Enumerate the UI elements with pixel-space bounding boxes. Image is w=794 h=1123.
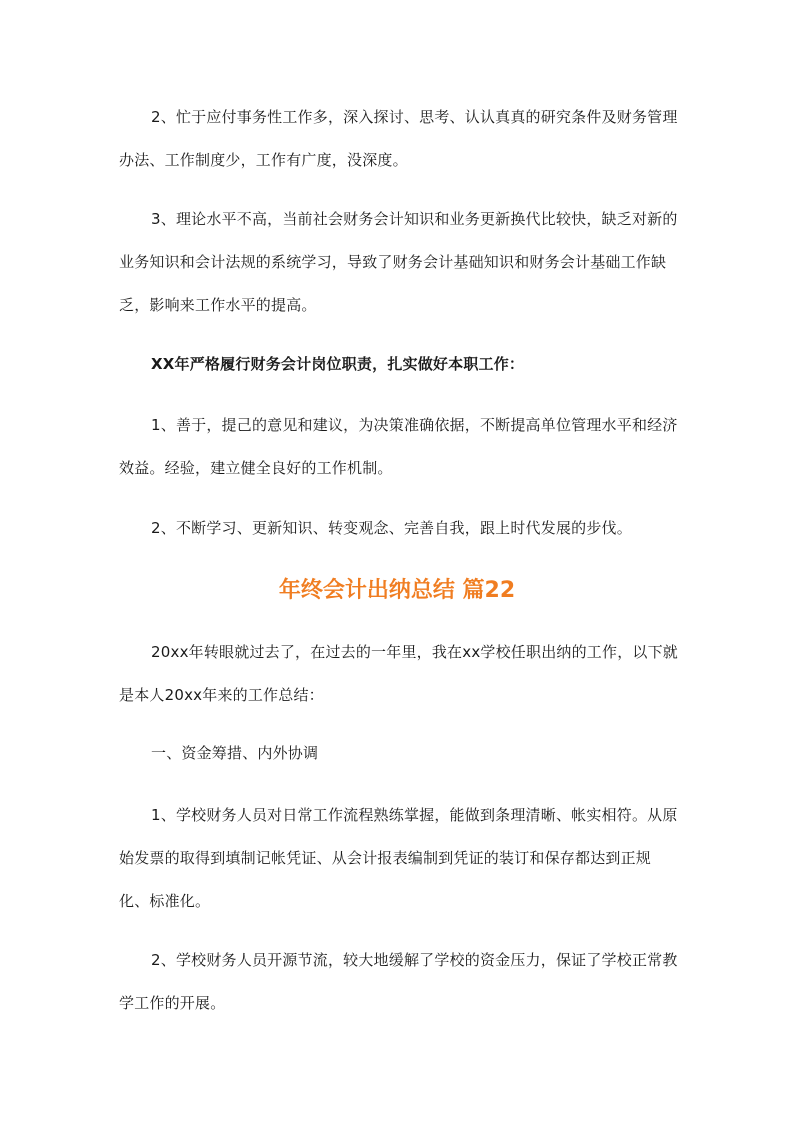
section-heading: 年终会计出纳总结 篇22	[278, 578, 516, 603]
paragraph-item-2-busy: 2、忙于应付事务性工作多，深入探讨、思考、认认真真的研究条件及财务管理办法、工作制度少，工作有广度，没深度。	[119, 108, 678, 169]
paragraph-intro: 20xx年转眼就过去了，在过去的一年里，我在xx学校任职出纳的工作，以下就是本人20xx年来的工作总结：	[119, 643, 678, 704]
paragraph-item-1-workflow: 1、学校财务人员对日常工作流程熟练掌握，能做到条理清晰、帐实相符。从原始发票的取得到填制记帐凭证、从会计报表编制到凭证的装订和保存都达到正规化、标准化。	[119, 806, 678, 910]
paragraph-item-1-suggestions: 1、善于，提己的意见和建议，为决策准确依据，不断提高单位管理水平和经济效益。经验，建立健全良好的工作机制。	[119, 416, 678, 477]
paragraph-item-3-theory: 3、理论水平不高，当前社会财务会计知识和业务更新换代比较快，缺乏对新的业务知识和会计法规的系统学习，导致了财务会计基础知识和财务会计基础工作缺乏，影响来工作水平的提高。	[119, 210, 678, 314]
paragraph-bold-duties: XX年严格履行财务会计岗位职责，扎实做好本职工作：	[151, 355, 525, 373]
paragraph-item-2-learning: 2、不断学习、更新知识、转变观念、完善自我，跟上时代发展的步伐。	[151, 519, 632, 537]
paragraph-item-2-budget: 2、学校财务人员开源节流，较大地缓解了学校的资金压力，保证了学校正常教学工作的开展。	[119, 951, 678, 1012]
paragraph-subheading-funding: 一、资金筹措、内外协调	[151, 744, 319, 762]
